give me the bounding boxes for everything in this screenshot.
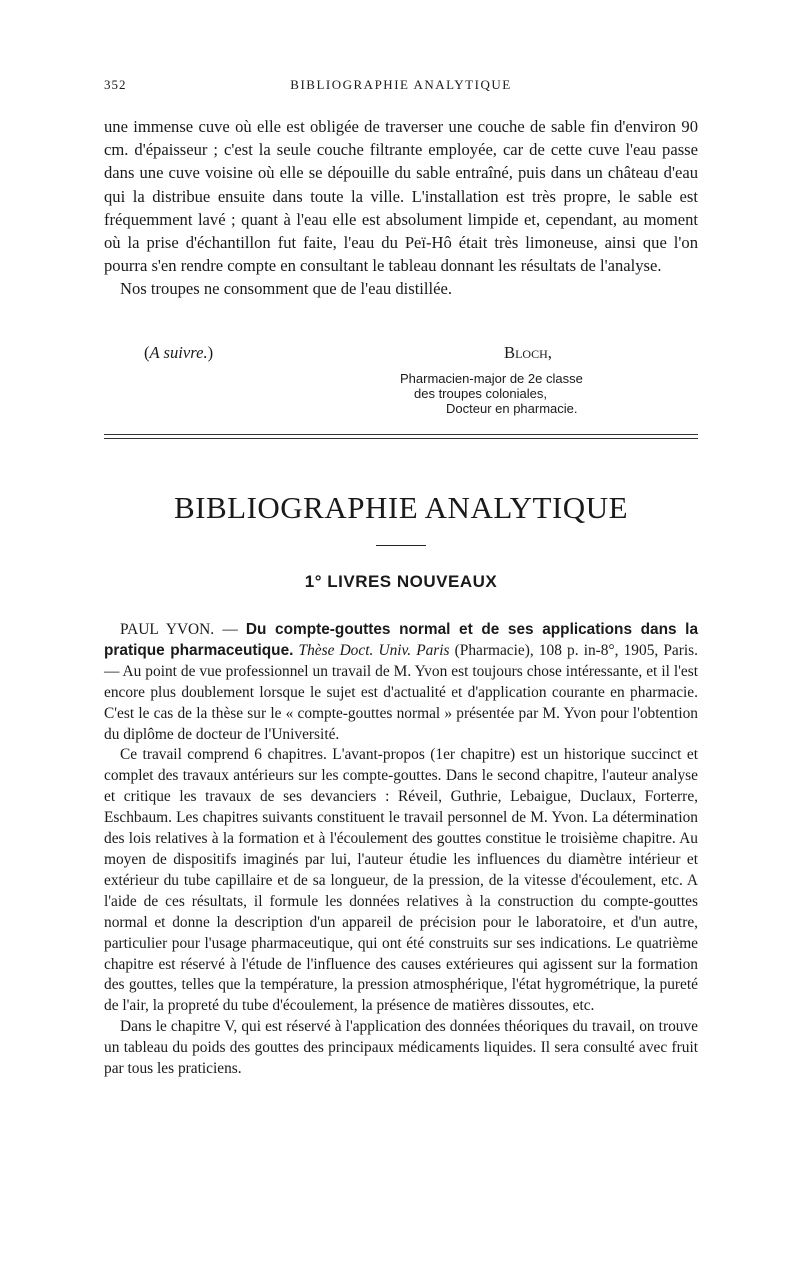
book-title: Du compte-gouttes normal et de ses applications dans la pratique pharmaceutique. <box>104 621 699 659</box>
credential-line: des troupes coloniales, <box>414 386 547 401</box>
section-subtitle: 1° LIVRES NOUVEAUX <box>304 572 498 591</box>
citation: Thèse Doct. Univ. Paris <box>298 641 450 659</box>
divider-rule <box>104 434 698 435</box>
review-paragraph: Dans le chapitre V, qui est réservé à l'application des données théoriques du travail, on trouve un tableau du poids des gouttes des principaux médicaments liquides. Il sera consulté avec fruit par tous les praticiens. <box>104 1018 698 1078</box>
running-head <box>104 77 698 97</box>
review-paragraph <box>104 620 698 745</box>
to-follow: (A suivre.) <box>144 343 214 362</box>
signature-row <box>104 343 698 365</box>
title-rule <box>376 545 426 546</box>
divider-rule <box>104 438 698 439</box>
review-paragraph: Ce travail comprend 6 chapitres. L'avant-propos (1er chapitre) est un historique succinct et complet des travaux antérieurs sur les compte-gouttes. Dans le second chapitre, l'auteur analyse et critique les travaux de ses devanciers : Réveil, Guthrie, Lebaigue, Duclaux, Forterre, Eschbaum. Les chapitres suivants constituent le travail personnel de M. Yvon. La détermination des lois relatives à la formation et à l'écoulement des gouttes constitue le troisième chapitre. Au moyen de dispositifs imaginés par lui, l'auteur étudie les influences du diamètre intérieur et extérieur du tube capillaire et de sa longueur, de la pression, de la vitesse d'écoulement, etc. A l'aide de ces résultats, il formule les données relatives à la construction du compte-gouttes normal et donne la description d'un appareil de précision pour le laboratoire, et d'un autre, particulier pour l'usage pharmaceutique, qui ont été construits sur ses indications. Le quatrième chapitre est réservé à l'étude de l'influence des causes extérieures qui agissent sur la formation des gouttes, telles que la température, la pression atmosphérique, l'état hygrométrique, la pureté de l'air, la propreté du tube d'écoulement, la présence de matières dissoutes, etc. <box>104 746 698 1015</box>
paragraph: Nos troupes ne consomment que de l'eau distillée. <box>120 279 453 299</box>
dash: — <box>214 621 246 638</box>
running-title: BIBLIOGRAPHIE ANALYTIQUE <box>290 77 512 92</box>
book-review <box>104 620 698 1080</box>
section-title: BIBLIOGRAPHIE ANALYTIQUE <box>173 490 629 525</box>
citation-details: (Pharmacie), 108 p. in-8°, 1905, Paris. <box>449 641 698 659</box>
article-continuation <box>104 115 698 301</box>
review-author: PAUL YVON. <box>120 621 215 638</box>
signature-author: Bloch, <box>504 343 552 362</box>
review-text: — Au point de vue professionnel un travail de M. Yvon est toujours chose intéressante, et il l'est encore plus doublement lorsque le sujet est d'actualité et d'application courante en pharmacie. C'est le cas de la thèse sur le « compte-gouttes normal » présentée par M. Yvon pour l'obtention du diplôme de docteur de l'Université. <box>104 662 698 743</box>
credential-line: Pharmacien-major de 2e classe <box>400 371 583 386</box>
paragraph: une immense cuve où elle est obligée de traverser une couche de sable fin d'environ 90 cm. d'épaisseur ; c'est la seule couche filtrante employée, car de cette cuve l'eau passe dans une cuve voisine où elle se dépouille du sable entraîné, puis dans un château d'eau qui la distribue ensuite dans toute la ville. L'installation est très propre, le sable est fréquemment lavé ; quant à l'eau elle est absolument limpide et, cependant, au moment où la prise d'échantillon fut faite, l'eau du Peï-Hô était très limoneuse, ainsi que l'on pourra s'en rendre compte en consultant le tableau donnant les résultats de l'analyse. <box>104 117 698 276</box>
page-number: 352 <box>104 77 127 92</box>
credential-line: Docteur en pharmacie. <box>446 401 578 416</box>
